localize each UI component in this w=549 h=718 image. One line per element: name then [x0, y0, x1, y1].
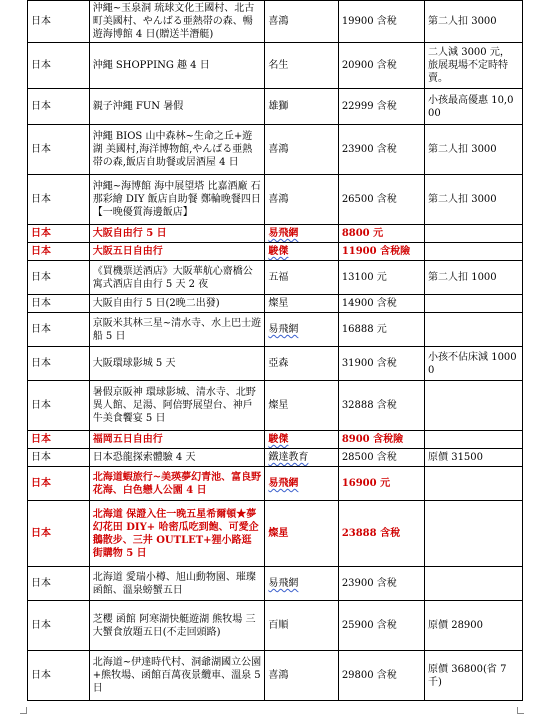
agency-cell-text: 名生 — [268, 60, 289, 71]
note-cell — [425, 295, 523, 313]
agency-cell — [265, 651, 338, 701]
country-cell-text: 日本 — [31, 578, 51, 589]
table-row — [28, 125, 523, 175]
agency-cell-text: 五福 — [268, 272, 289, 283]
note-cell — [425, 125, 523, 175]
country-cell-text: 日本 — [31, 358, 51, 369]
table-row — [28, 431, 523, 449]
agency-cell-text: 易飛網 — [268, 478, 299, 489]
country-cell — [28, 501, 90, 567]
note-cell — [425, 601, 523, 651]
country-cell — [28, 347, 90, 381]
table-row — [28, 295, 523, 313]
itinerary-cell-text: 大阪自由行 5 日(2晚二出發) — [92, 298, 220, 309]
note-cell — [425, 1, 523, 43]
agency-cell — [265, 449, 338, 467]
price-cell-text: 26500 含稅 — [341, 194, 397, 205]
price-cell-text: 23888 含稅 — [341, 528, 401, 539]
itinerary-cell — [89, 261, 265, 295]
country-cell-text: 日本 — [31, 60, 51, 71]
itinerary-cell — [89, 313, 265, 347]
itinerary-cell-text: 北海道蝦旅行~美瑛夢幻青池、富良野花海、白色戀人公園 4 日 — [92, 471, 262, 496]
country-cell — [28, 431, 90, 449]
agency-cell-text: 鐵達教育 — [268, 452, 309, 463]
agency-cell-text: 燦星 — [268, 298, 289, 309]
itinerary-cell-text: 日本恐龍探索體驗 4 天 — [92, 452, 196, 463]
price-cell — [338, 313, 424, 347]
country-cell-text: 日本 — [31, 228, 51, 239]
country-cell-text: 日本 — [31, 670, 51, 681]
price-cell — [338, 225, 424, 243]
itinerary-cell — [89, 467, 265, 501]
agency-cell-text: 雄獅 — [268, 101, 289, 112]
note-cell — [425, 449, 523, 467]
itinerary-cell-text: 芝櫻 函館 阿寒湖快艇遊湖 熊牧場 三大蟹食放題五日(不走回頭路) — [92, 613, 256, 638]
agency-cell-text: 百順 — [268, 620, 289, 631]
table-row — [28, 567, 523, 601]
agency-cell — [265, 567, 338, 601]
country-cell-text: 日本 — [31, 194, 51, 205]
itinerary-cell-text: 北海道 愛瑞小樽、旭山動物園、璀璨函館、溫泉螃蟹五日 — [92, 571, 256, 596]
price-cell — [338, 501, 424, 567]
country-cell — [28, 313, 90, 347]
country-cell — [28, 261, 90, 295]
country-cell — [28, 225, 90, 243]
note-cell-text: 第二人扣 3000 — [428, 144, 497, 155]
table-row — [28, 601, 523, 651]
tour-table — [27, 0, 523, 701]
note-cell-text: 小孩最高優惠 10,000 — [428, 94, 514, 119]
agency-cell-text: 喜鴻 — [268, 16, 289, 27]
country-cell — [28, 651, 90, 701]
agency-cell — [265, 467, 338, 501]
price-cell-text: 16900 元 — [341, 478, 391, 489]
itinerary-cell-text: 沖繩~海博館 海中展望塔 比嘉酒廠 石那彩繪 DIY 飯店自助餐 鄭輪晚餐四日【一晚優質海邊飯店】 — [92, 181, 261, 218]
agency-cell — [265, 175, 338, 225]
agency-cell — [265, 261, 338, 295]
country-cell — [28, 567, 90, 601]
agency-cell-text: 喜鴻 — [268, 670, 289, 681]
note-cell — [425, 225, 523, 243]
price-cell — [338, 431, 424, 449]
price-cell — [338, 651, 424, 701]
country-cell-text: 日本 — [31, 272, 51, 283]
price-cell-text: 23900 含稅 — [341, 578, 397, 589]
table-row — [28, 175, 523, 225]
itinerary-cell-text: 暑假京阪神 環球影城、清水寺、北野異人館、足湯、阿倍野展望台、神戶牛美食饗宴 5 日 — [92, 387, 256, 424]
price-cell-text: 29800 含稅 — [341, 670, 397, 681]
price-cell-text: 31900 含稅 — [341, 358, 397, 369]
itinerary-cell — [89, 601, 265, 651]
table-row — [28, 243, 523, 261]
itinerary-cell — [89, 567, 265, 601]
country-cell-text: 日本 — [31, 144, 51, 155]
itinerary-cell — [89, 501, 265, 567]
price-cell-text: 22999 含稅 — [341, 101, 397, 112]
itinerary-cell — [89, 347, 265, 381]
agency-cell — [265, 347, 338, 381]
note-cell — [425, 89, 523, 125]
table-row — [28, 261, 523, 295]
price-cell — [338, 467, 424, 501]
country-cell — [28, 43, 90, 89]
agency-cell — [265, 125, 338, 175]
price-cell — [338, 567, 424, 601]
itinerary-cell — [89, 431, 265, 449]
price-cell-text: 14900 含稅 — [341, 298, 397, 309]
price-cell — [338, 125, 424, 175]
itinerary-cell-text: 大阪自由行 5 日 — [92, 228, 167, 239]
price-cell-text: 19900 含稅 — [341, 16, 397, 27]
itinerary-cell — [89, 295, 265, 313]
country-cell-text: 日本 — [31, 101, 51, 112]
note-cell — [425, 381, 523, 431]
price-cell — [338, 347, 424, 381]
table-row — [28, 381, 523, 431]
agency-cell-text: 易飛網 — [268, 228, 299, 239]
table-row — [28, 1, 523, 43]
price-cell-text: 13100 元 — [341, 272, 387, 283]
itinerary-cell — [89, 225, 265, 243]
itinerary-cell — [89, 243, 265, 261]
price-cell — [338, 1, 424, 43]
price-cell-text: 25900 含稅 — [341, 620, 397, 631]
itinerary-cell-text: 京阪米其林三星~清水寺、水上巴士遊船 5 日 — [92, 317, 262, 342]
itinerary-cell — [89, 381, 265, 431]
itinerary-cell — [89, 89, 265, 125]
price-cell-text: 16888 元 — [341, 324, 387, 335]
country-cell — [28, 449, 90, 467]
itinerary-cell — [89, 43, 265, 89]
price-cell-text: 8800 元 — [341, 228, 384, 239]
note-cell-text: 第二人扣 3000 — [428, 16, 497, 27]
agency-cell — [265, 225, 338, 243]
itinerary-cell-text: 沖繩 SHOPPING 趣 4 日 — [92, 60, 210, 71]
itinerary-cell — [89, 651, 265, 701]
agency-cell — [265, 431, 338, 449]
price-cell — [338, 43, 424, 89]
itinerary-cell-text: 親子沖繩 FUN 暑假 — [92, 101, 184, 112]
price-cell — [338, 601, 424, 651]
corner-crop-mark-left — [20, 707, 27, 714]
agency-cell-text: 亞森 — [268, 358, 289, 369]
table-row — [28, 43, 523, 89]
country-cell-text: 日本 — [31, 620, 51, 631]
country-cell — [28, 125, 90, 175]
note-cell — [425, 651, 523, 701]
price-cell — [338, 261, 424, 295]
country-cell — [28, 175, 90, 225]
price-cell — [338, 89, 424, 125]
itinerary-cell-text: 沖繩 BIOS 山中森林~生命之丘+遊湖 美國村,海洋博物館,やんばる亜熱帯の森,飯店自助餐或居酒屋 4 日 — [92, 131, 253, 168]
note-cell — [425, 43, 523, 89]
country-cell-text: 日本 — [31, 298, 51, 309]
itinerary-cell-text: 福岡五日自由行 — [92, 434, 163, 445]
country-cell — [28, 1, 90, 43]
itinerary-cell — [89, 449, 265, 467]
note-cell — [425, 175, 523, 225]
country-cell — [28, 89, 90, 125]
itinerary-cell-text: 大阪五日自由行 — [92, 246, 163, 257]
country-cell-text: 日本 — [31, 528, 51, 539]
agency-cell-text: 燦星 — [268, 528, 289, 539]
table-row — [28, 347, 523, 381]
note-cell-text: 二人減 3000 元，旅展現場不定時特賣。 — [428, 47, 510, 84]
agency-cell-text: 喜鴻 — [268, 194, 289, 205]
country-cell — [28, 381, 90, 431]
itinerary-cell — [89, 125, 265, 175]
note-cell — [425, 243, 523, 261]
agency-cell-text: 駿傑 — [268, 434, 289, 445]
agency-cell-text: 易飛網 — [268, 578, 299, 589]
price-cell-text: 28500 含稅 — [341, 452, 397, 463]
country-cell — [28, 467, 90, 501]
price-cell — [338, 381, 424, 431]
note-cell — [425, 431, 523, 449]
agency-cell-text: 駿傑 — [268, 246, 289, 257]
table-body — [28, 1, 523, 701]
agency-cell — [265, 313, 338, 347]
table-row — [28, 467, 523, 501]
table-row — [28, 449, 523, 467]
itinerary-cell-text: 北海道 保證入住一晚五星希爾頓★夢幻花田 DIY+ 哈密瓜吃到飽、可愛企鵝散步、三井 OUTLET+狸小路逛街購物 5 日 — [92, 508, 259, 559]
country-cell-text: 日本 — [31, 452, 51, 463]
price-cell-text: 32888 含稅 — [341, 400, 397, 411]
note-cell-text: 第二人扣 3000 — [428, 194, 497, 205]
price-cell — [338, 175, 424, 225]
country-cell — [28, 243, 90, 261]
price-cell-text: 8900 含稅險 — [341, 434, 404, 445]
table-row — [28, 313, 523, 347]
note-cell-text: 小孩不佔床減 10000 — [428, 351, 517, 376]
country-cell-text: 日本 — [31, 434, 51, 445]
country-cell — [28, 601, 90, 651]
itinerary-cell-text: 北海道~伊達時代村、洞爺湖國立公園+熊牧場、函館百萬夜景纜車、溫泉 5 日 — [92, 657, 262, 694]
itinerary-cell-text: 沖繩~玉泉洞 琉球文化王國村、北古町美國村、やんばる亜熱帯の森、暢遊海博館 4 日(贈送半潛艇) — [92, 3, 255, 40]
table-row — [28, 651, 523, 701]
corner-crop-mark-right — [517, 707, 524, 714]
note-cell — [425, 467, 523, 501]
price-cell — [338, 295, 424, 313]
country-cell-text: 日本 — [31, 324, 51, 335]
agency-cell — [265, 243, 338, 261]
agency-cell — [265, 295, 338, 313]
note-cell-text: 第二人扣 1000 — [428, 272, 497, 283]
agency-cell — [265, 501, 338, 567]
note-cell — [425, 347, 523, 381]
tour-price-table — [27, 0, 523, 701]
price-cell — [338, 449, 424, 467]
country-cell-text: 日本 — [31, 16, 51, 27]
note-cell-text: 原價 31500 — [428, 452, 484, 463]
itinerary-cell-text: 大阪環球影城 5 天 — [92, 358, 176, 369]
agency-cell-text: 燦星 — [268, 400, 289, 411]
table-row — [28, 501, 523, 567]
agency-cell-text: 易飛網 — [268, 324, 299, 335]
itinerary-cell — [89, 1, 265, 43]
agency-cell-text: 喜鴻 — [268, 144, 289, 155]
note-cell — [425, 567, 523, 601]
price-cell-text: 23900 含稅 — [341, 144, 397, 155]
agency-cell — [265, 601, 338, 651]
price-cell-text: 20900 含稅 — [341, 60, 397, 71]
agency-cell — [265, 1, 338, 43]
itinerary-cell — [89, 175, 265, 225]
country-cell-text: 日本 — [31, 400, 51, 411]
note-cell — [425, 261, 523, 295]
note-cell-text: 原價 28900 — [428, 620, 484, 631]
country-cell-text: 日本 — [31, 478, 51, 489]
agency-cell — [265, 381, 338, 431]
agency-cell — [265, 43, 338, 89]
price-cell-text: 11900 含稅險 — [341, 246, 411, 257]
itinerary-cell-text: 《買機票送酒店》大阪華航心齋橋公寓式酒店自由行 5 天 2 夜 — [92, 265, 253, 290]
note-cell-text: 原價 36800(省 7 千) — [428, 663, 507, 688]
note-cell — [425, 313, 523, 347]
country-cell — [28, 295, 90, 313]
price-cell — [338, 243, 424, 261]
table-row — [28, 89, 523, 125]
table-row — [28, 225, 523, 243]
note-cell — [425, 501, 523, 567]
agency-cell — [265, 89, 338, 125]
country-cell-text: 日本 — [31, 246, 51, 257]
